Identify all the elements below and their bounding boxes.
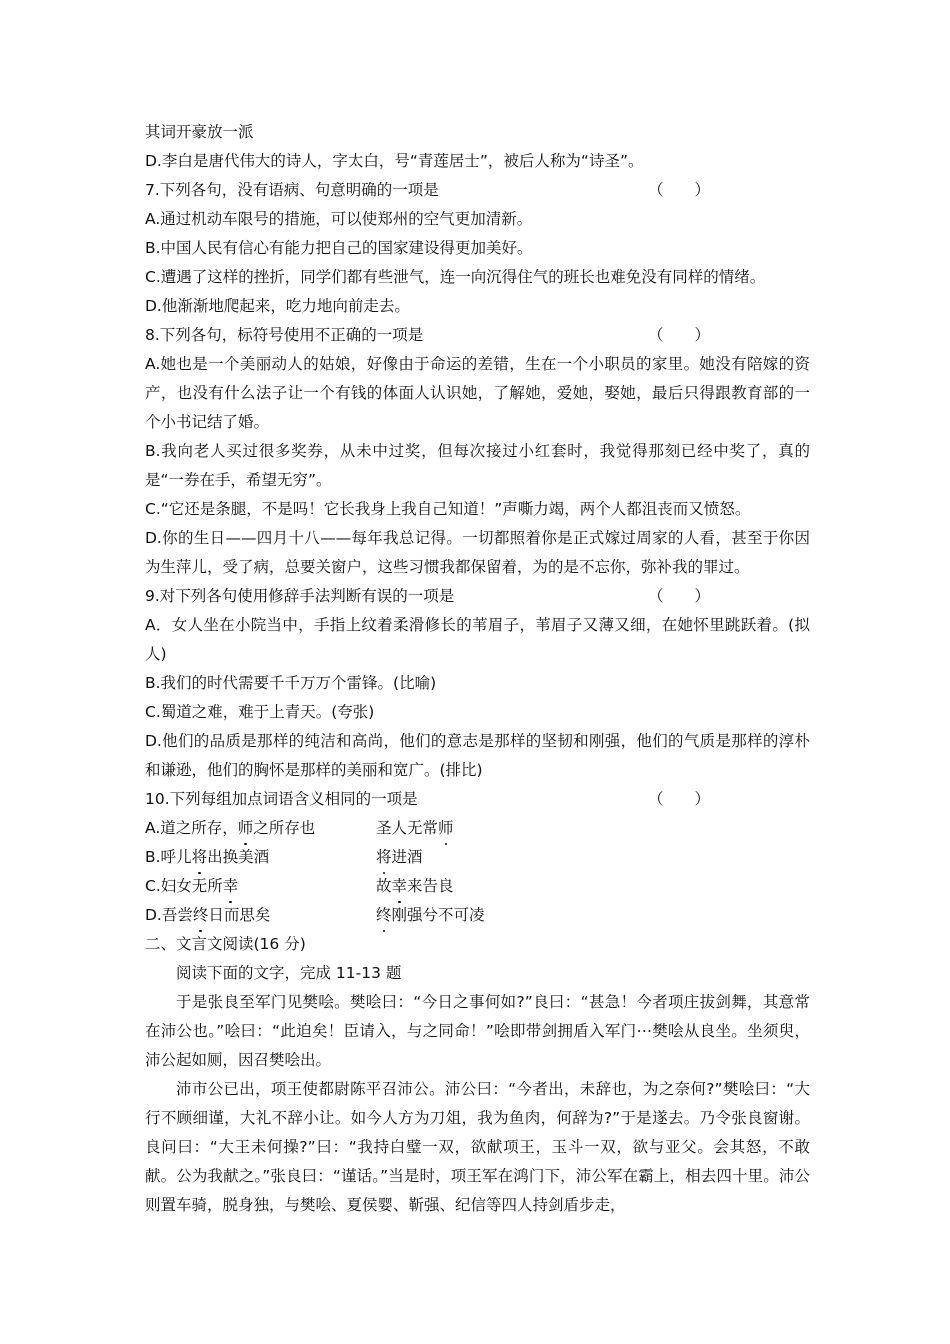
section-heading: 二、文言文阅读(16 分) [145,935,306,953]
dotted-char: 师 [238,814,254,843]
option-a-q8: A.她也是一个美丽动人的姑娘，好像由于命运的差错，生在一个小职员的家里。她没有陪嫁的资产，也没有什么法子让一个有钱的体面人认识她，了解她，爱她，娶她，最后只得跟教育部的一个小书记结了婚。 [145,355,810,431]
dotted-char: 幸 [392,872,408,901]
answer-blank-q9: （ ） [647,587,710,605]
answer-blank-q8: （ ） [647,326,710,344]
option-right: 故幸来告良 [376,872,454,901]
question-8 [145,321,810,350]
option-b-q8: B.我向老人买过很多奖券，从未中过奖，但每次接过小红套时，我觉得那刻已经中奖了，真的是“一券在手，希望无穷”。 [145,442,810,489]
question-7-stem: 7.下列各句，没有语病、句意明确的一项是 [145,181,439,199]
passage-paragraph-2: 沛市公已出，项王使都尉陈平召沛公。沛公曰：“今者出，未辞也，为之奈何?”樊哙曰：“大行不顾细谨，大礼不辞小让。如今人方为刀俎，我为鱼肉，何辞为?”于是遂去。乃令张良窗谢。良问曰：“大王未何操?”曰：“我持白璧一双，欲献项王，玉斗一双，欲与亚父。会其怒，不敢献。公为我献之。”张良曰：“谨话。”当是时，项王军在鸿门下，沛公军在霸上，相去四十里。沛公则置车骑，脱身独，与樊哙、夏侯婴、靳强、纪信等四人持剑盾步走， [145,1080,810,1214]
dotted-char: 幸 [223,872,239,901]
answer-blank-q7: （ ） [647,181,710,199]
dotted-char: 师 [438,814,454,843]
option-c-q8: C.“它还是条腿，不是吗！它长我身上我自己知道！”声嘶力竭，两个人都沮丧而又愤怒。 [145,500,751,518]
document-page [145,118,810,1220]
text-line: 其词开豪放一派 [145,123,254,141]
option-c-q10 [145,872,810,901]
question-8-stem: 8.下列各句，标符号使用不正确的一项是 [145,326,424,344]
option-d-q7: D.他渐渐地爬起来，吃力地向前走去。 [145,297,410,315]
dotted-char: 终 [376,901,392,930]
question-7 [145,176,810,205]
question-10-stem: 10.下列每组加点词语含义相同的一项是 [145,790,418,808]
option-right: 终刚强兮不可凌 [376,901,485,930]
passage-paragraph-1: 于是张良至军门见樊哙。樊哙曰：“今日之事何如?”良曰：“甚急！今者项庄拔剑舞，其意常在沛公也。”哙曰：“此迫矣！臣请入，与之同命！”哙即带剑拥盾入军门⋯樊哙从良坐。坐须臾，沛公起如厕，因召樊哙出。 [145,993,810,1069]
reading-instruction: 阅读下面的文字，完成 11-13 题 [176,964,402,982]
dotted-char: 终 [193,901,209,930]
option-c-q9: C.蜀道之难，难于上青天。(夸张) [145,703,375,721]
option-a-q9: A．女人坐在小院当中，手指上纹着柔滑修长的苇眉子，苇眉子又薄又细，在她怀里跳跃着。(拟人) [145,616,810,663]
option-d-q8: D.你的生日——四月十八——每年我总记得。一切都照着你是正式嫁过周家的人看，甚至于你因为生萍儿，受了病，总要关窗户，这些习惯我都保留着，为的是不忘你，弥补我的罪过。 [145,529,810,576]
option-a-q10 [145,814,810,843]
option-left: D.吾尝终日而思矣 [145,906,270,924]
option-b-q10 [145,843,810,872]
option-b-q9: B.我们的时代需要千千万万个雷锋。(比喻) [145,674,437,692]
option-d-q6: D.李白是唐代伟大的诗人，字太白，号“青莲居士”，被后人称为“诗圣”。 [145,152,644,170]
question-10 [145,785,810,814]
option-right: 将进酒 [376,843,423,872]
option-b-q7: B.中国人民有信心有能力把自己的国家建设得更加美好。 [145,239,533,257]
option-d-q10 [145,901,810,930]
option-right: 圣人无常师 [376,814,454,843]
option-d-q9: D.他们的品质是那样的纯洁和高尚，他们的意志是那样的坚韧和刚强，他们的气质是那样的淳朴和谦逊，他们的胸怀是那样的美丽和宽广。(排比) [145,732,810,779]
option-c-q7: C.遭遇了这样的挫折，同学们都有些泄气，连一向沉得住气的班长也难免没有同样的情绪。 [145,268,766,286]
question-9-stem: 9.对下列各句使用修辞手法判断有误的一项是 [145,587,455,605]
question-9 [145,582,810,611]
dotted-char: 将 [192,843,208,872]
dotted-char: 将 [376,843,392,872]
option-left: B.呼儿将出换美酒 [145,848,269,866]
option-a-q7: A.通过机动车限号的措施，可以使郑州的空气更加清新。 [145,210,533,228]
option-left: A.道之所存，师之所存也 [145,819,315,837]
answer-blank-q10: （ ） [647,790,710,808]
option-left: C.妇女无所幸 [145,877,238,895]
